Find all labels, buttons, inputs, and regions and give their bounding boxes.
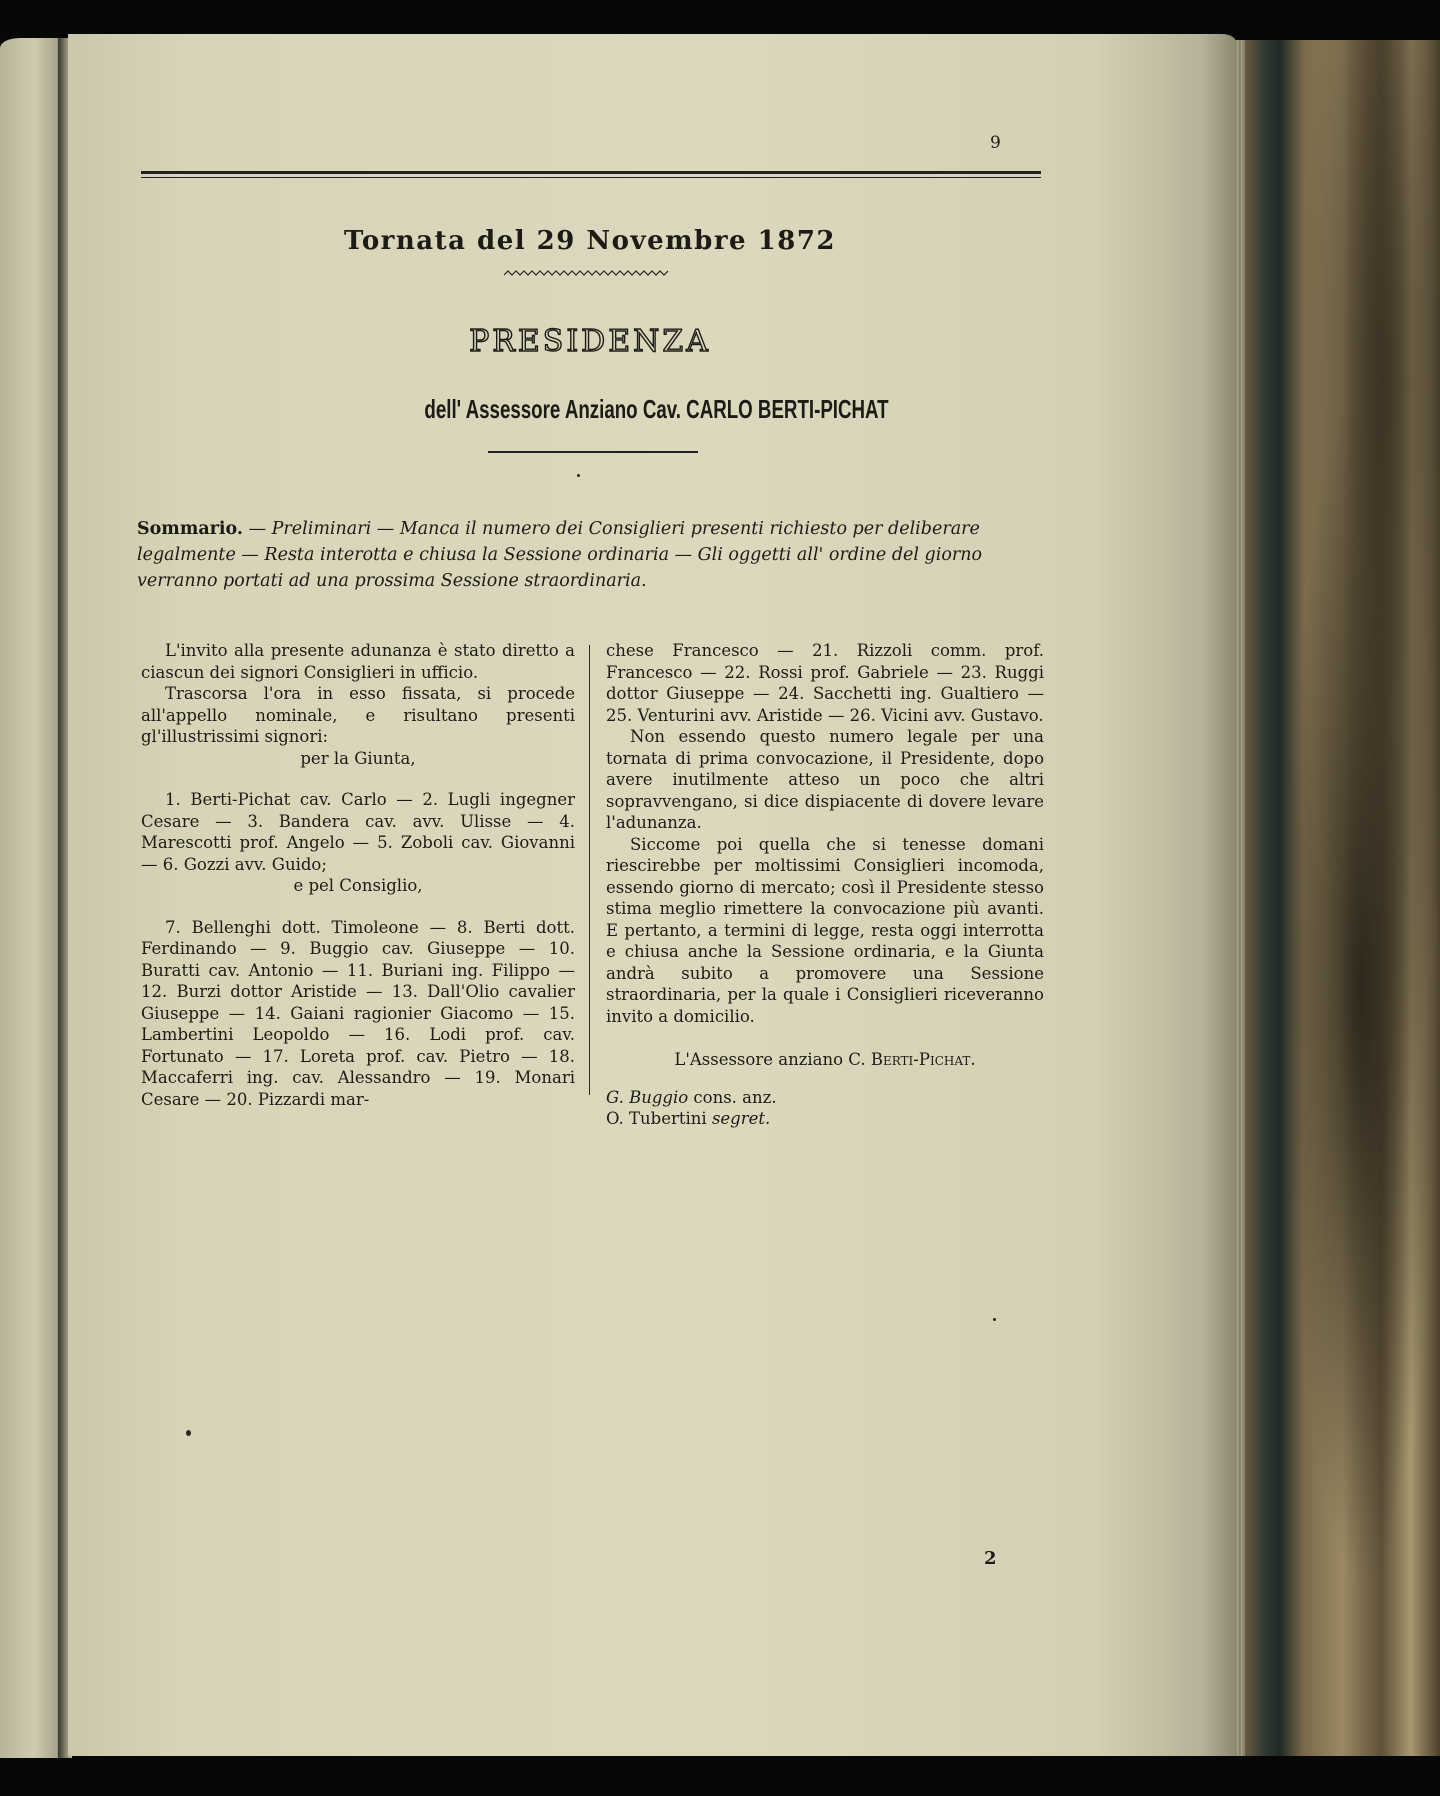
page-number: 9 <box>990 133 1001 153</box>
giunta-heading: per la Giunta, <box>300 748 416 768</box>
counsel-signature-name: G. Buggio <box>606 1087 689 1107</box>
wavy-ornament <box>504 268 670 282</box>
header-rule-thin <box>141 177 1041 178</box>
book-cover <box>1245 40 1440 1756</box>
session-title: Tornata del 29 Novembre 1872 <box>343 226 837 256</box>
president-signature-prefix: L'Assessore anziano C. <box>674 1050 871 1069</box>
giunta-list: 1. Berti-Pichat cav. Carlo — 2. Lugli ingegner Cesare — 3. Bandera cav. avv. Ulisse — 4. Marescotti prof. Angelo — 5. Zoboli cav. Giovanni — 6. Gozzi avv. Guido; <box>141 790 575 874</box>
presidency-subtitle: dell' Assessore Anziano Cav. CARLO BERTI-PICHAT <box>424 394 889 424</box>
header-rule-thick <box>141 171 1041 174</box>
ink-speck <box>186 1430 191 1436</box>
summary-label: Sommario. <box>137 519 244 539</box>
consiglio-heading: e pel Consiglio, <box>293 876 423 895</box>
ink-speck <box>993 1318 996 1321</box>
column-divider <box>589 645 590 1095</box>
previous-page-edge <box>0 38 62 1758</box>
counsel-signature <box>606 1087 1044 1109</box>
president-signature-name: Berti-Pichat. <box>870 1050 976 1069</box>
secretary-signature-name: O. Tubertini <box>606 1109 712 1128</box>
summary-block <box>137 516 1043 594</box>
intro-paragraph: L'invito alla presente adunanza è stato diretto a ciascun dei signori Consiglieri in ufficio. <box>141 641 575 682</box>
roll-call-paragraph: Trascorsa l'ora in esso fissata, si procede all'appello nominale, e risultano presenti gl'illustrissimi signori: <box>141 684 575 746</box>
consiglio-list: 7. Bellenghi dott. Timoleone — 8. Berti dott. Ferdinando — 9. Buggio cav. Giuseppe — 10. Buratti cav. Antonio — 11. Buriani ing. Filippo — 12. Burzi dottor Aristide — 13. Dall'Olio cavalier Giuseppe — 14. Gaiani ragionier Giacomo — 15. Lambertini Leopoldo — 16. Lodi prof. cav. Fortunato — 17. Loreta prof. cav. Pietro — 18. Maccaferri ing. cav. Alessandro — 19. Monari Cesare — 20. Pizzardi mar- <box>141 917 575 1109</box>
presidency-heading: PRESIDENZA <box>469 324 711 359</box>
left-column <box>141 640 575 1110</box>
list-continued: chese Francesco — 21. Rizzoli comm. prof. Francesco — 22. Rossi prof. Gabriele — 23. Ruggi dottor Giuseppe — 24. Sacchetti ing. Gualtiero — 25. Venturini avv. Aristide — 26. Vicini avv. Gustavo. <box>606 641 1044 725</box>
ink-speck <box>577 474 580 477</box>
quorum-paragraph: Non essendo questo numero legale per una tornata di prima convocazione, il Presidente, dopo avere inutilmente atteso un poco che altri sopravvengano, si dice dispiacente di dovere levare l'adunanza. <box>606 727 1044 832</box>
right-column <box>606 640 1044 1130</box>
president-signature <box>606 1049 1044 1071</box>
closing-paragraph: Siccome poi quella che si tenesse domani riescirebbe per moltissimi Consiglieri incomoda, essendo giorno di mercato; così il Presidente stesso stima meglio rimettere la convocazione più avanti. E pertanto, a termini di legge, resta oggi interrotta e chiusa anche la Sessione ordinaria, e la Giunta andrà subito a promovere una Sessione straordinaria, per la quale i Consiglieri riceveranno invito a domicilio. <box>606 834 1044 1026</box>
counsel-signature-role: cons. anz. <box>688 1087 777 1107</box>
secretary-signature <box>606 1108 1044 1130</box>
secretary-signature-role: segret. <box>711 1109 771 1128</box>
summary-text: — Preliminari — Manca il numero dei Consiglieri presenti richiesto per deliberare legalmente — Resta interotta e chiusa la Sessione ordinaria — Gli oggetti all' ordine del giorno verranno portati ad una prossima Sessione straordinaria. <box>137 519 983 591</box>
subtitle-rule <box>488 451 698 453</box>
signature-mark: 2 <box>984 1548 997 1569</box>
